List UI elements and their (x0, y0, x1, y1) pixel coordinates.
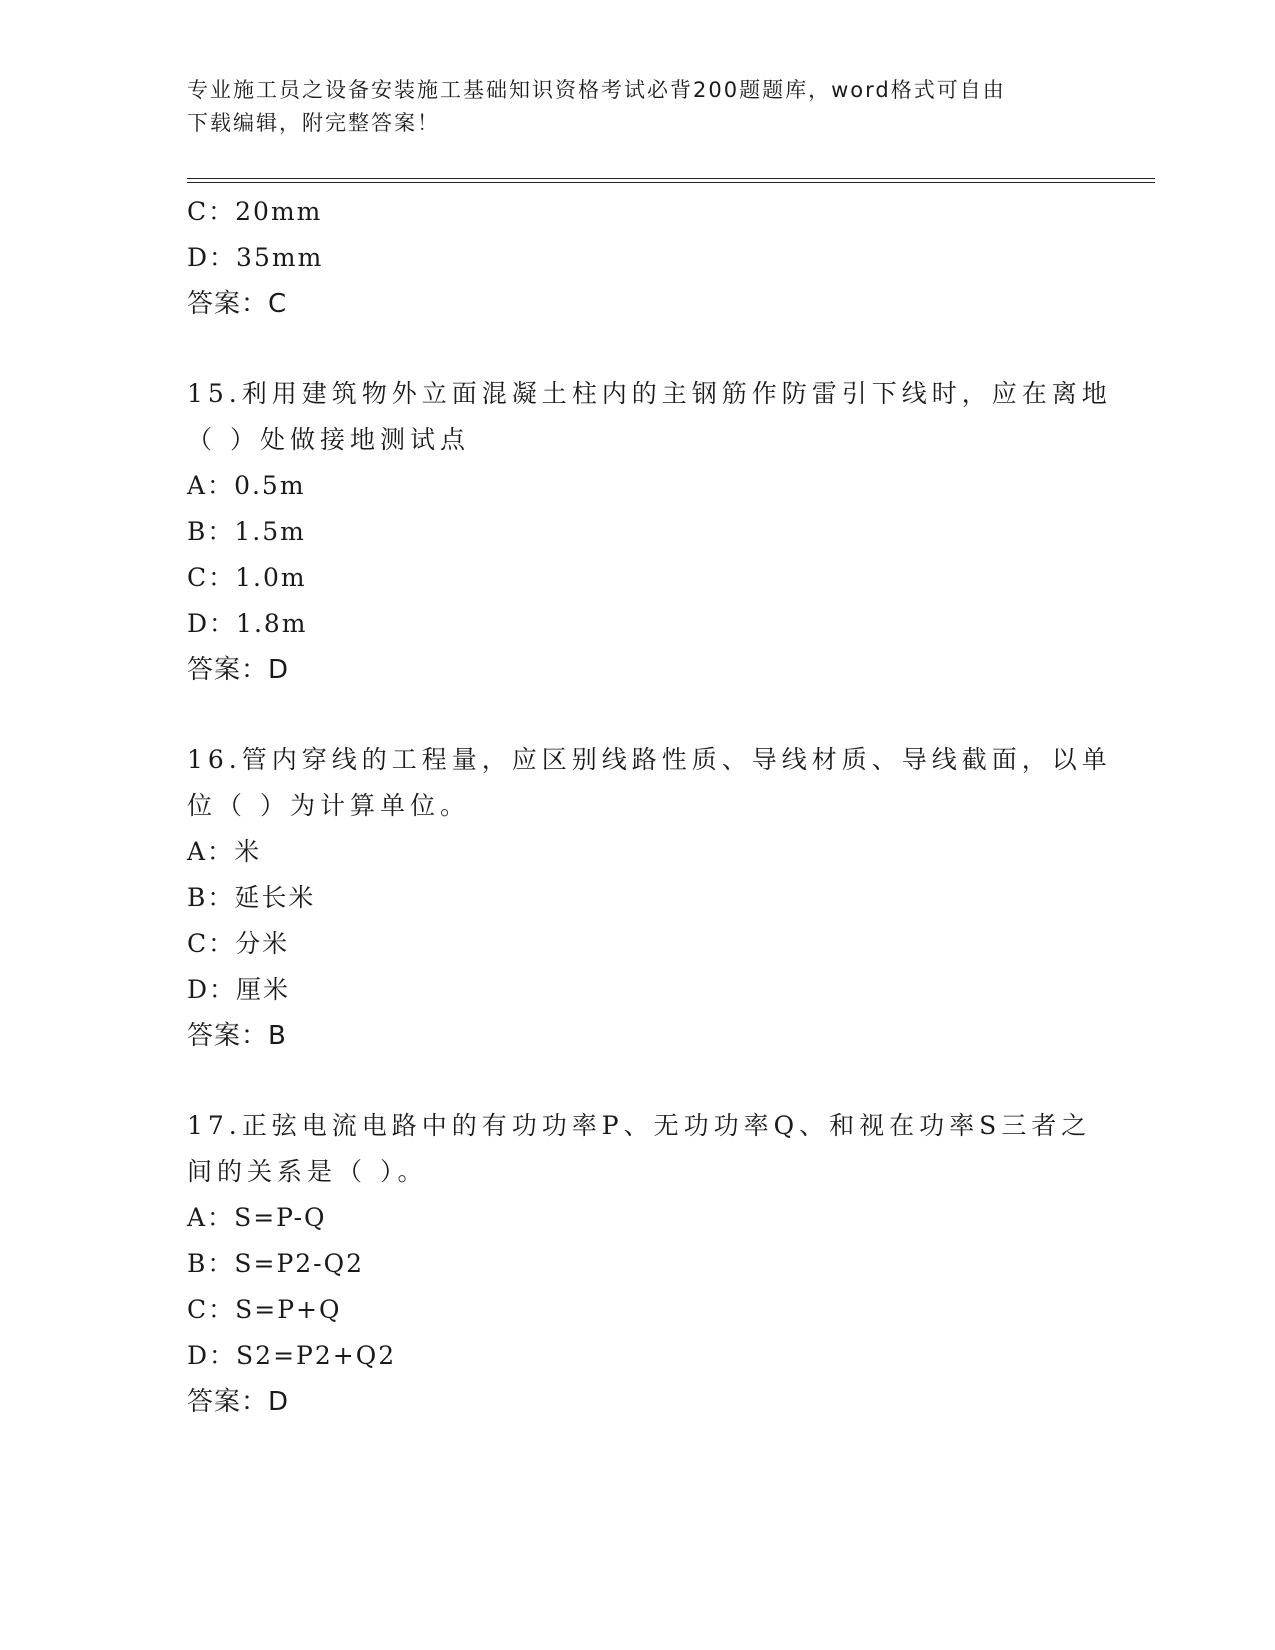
answer-line: 答案：C (187, 289, 288, 319)
question-content (187, 189, 1112, 1425)
option-label: C： (187, 197, 236, 226)
question-stem-line: 15.利用建筑物外立面混凝土柱内的主钢筋作防雷引下线时，应在离地 (187, 379, 1112, 408)
option-a (187, 829, 1087, 875)
option-text: 分米 (235, 929, 290, 958)
option-text: 20mm (235, 197, 323, 226)
header-title-line-2: 下载编辑，附完整答案！ (187, 111, 440, 135)
option-text: S=P2-Q2 (234, 1249, 365, 1278)
answer-line: 答案：B (187, 1021, 287, 1051)
question-16 (187, 737, 1112, 1059)
carryover-question (187, 189, 1087, 327)
option-c (187, 1287, 1087, 1333)
header-title-line-1: 专业施工员之设备安装施工基础知识资格考试必背200题题库，word格式可自由 (187, 78, 1006, 102)
question-stem-line: 间的关系是（ ）。 (187, 1157, 428, 1186)
option-text: 1.8m (236, 609, 308, 638)
option-text: 1.0m (235, 563, 307, 592)
option-d (187, 235, 1087, 281)
option-label: B： (187, 1249, 235, 1278)
option-label: C： (187, 1295, 236, 1324)
option-d (187, 967, 1087, 1013)
option-d (187, 601, 1087, 647)
spacer (187, 327, 1087, 371)
spacer (187, 1059, 1087, 1103)
option-label: B： (187, 517, 235, 546)
question-stem-line: （ ）处做接地测试点 (187, 425, 470, 454)
question-stem-line: 17.正弦电流电路中的有功功率P、无功功率Q、和视在功率S三者之 (187, 1111, 1092, 1140)
option-label: D： (187, 243, 237, 272)
option-text: 35mm (236, 243, 324, 272)
option-text: S=P-Q (234, 1203, 327, 1232)
option-label: D： (187, 609, 237, 638)
header-divider-top (187, 178, 1155, 179)
answer-line: 答案：D (187, 655, 290, 685)
option-label: A： (187, 1203, 235, 1232)
option-label: C： (187, 563, 236, 592)
option-label: A： (187, 471, 235, 500)
header-divider-bottom (187, 182, 1155, 183)
option-c (187, 921, 1087, 967)
option-b (187, 509, 1087, 555)
option-text: 1.5m (234, 517, 306, 546)
option-label: D： (187, 975, 237, 1004)
question-stem-line: 16.管内穿线的工程量，应区别线路性质、导线材质、导线截面，以单 (187, 745, 1112, 774)
option-text: S=P+Q (235, 1295, 342, 1324)
option-b (187, 875, 1087, 921)
option-label: B： (187, 883, 235, 912)
question-15 (187, 371, 1112, 693)
question-17 (187, 1103, 1092, 1425)
option-text: 延长米 (234, 883, 316, 912)
option-c (187, 555, 1087, 601)
option-d (187, 1333, 1087, 1379)
spacer (187, 693, 1087, 737)
page-header (187, 74, 1087, 140)
option-b (187, 1241, 1087, 1287)
option-a (187, 463, 1087, 509)
option-label: C： (187, 929, 236, 958)
answer-line: 答案：D (187, 1387, 290, 1417)
option-text: 厘米 (236, 975, 291, 1004)
option-text: S2=P2+Q2 (236, 1341, 397, 1370)
option-text: 米 (234, 837, 262, 866)
option-label: D： (187, 1341, 237, 1370)
option-text: 0.5m (234, 471, 306, 500)
option-c (187, 189, 1087, 235)
question-stem-line: 位（ ）为计算单位。 (187, 791, 470, 820)
option-label: A： (187, 837, 235, 866)
option-a (187, 1195, 1087, 1241)
